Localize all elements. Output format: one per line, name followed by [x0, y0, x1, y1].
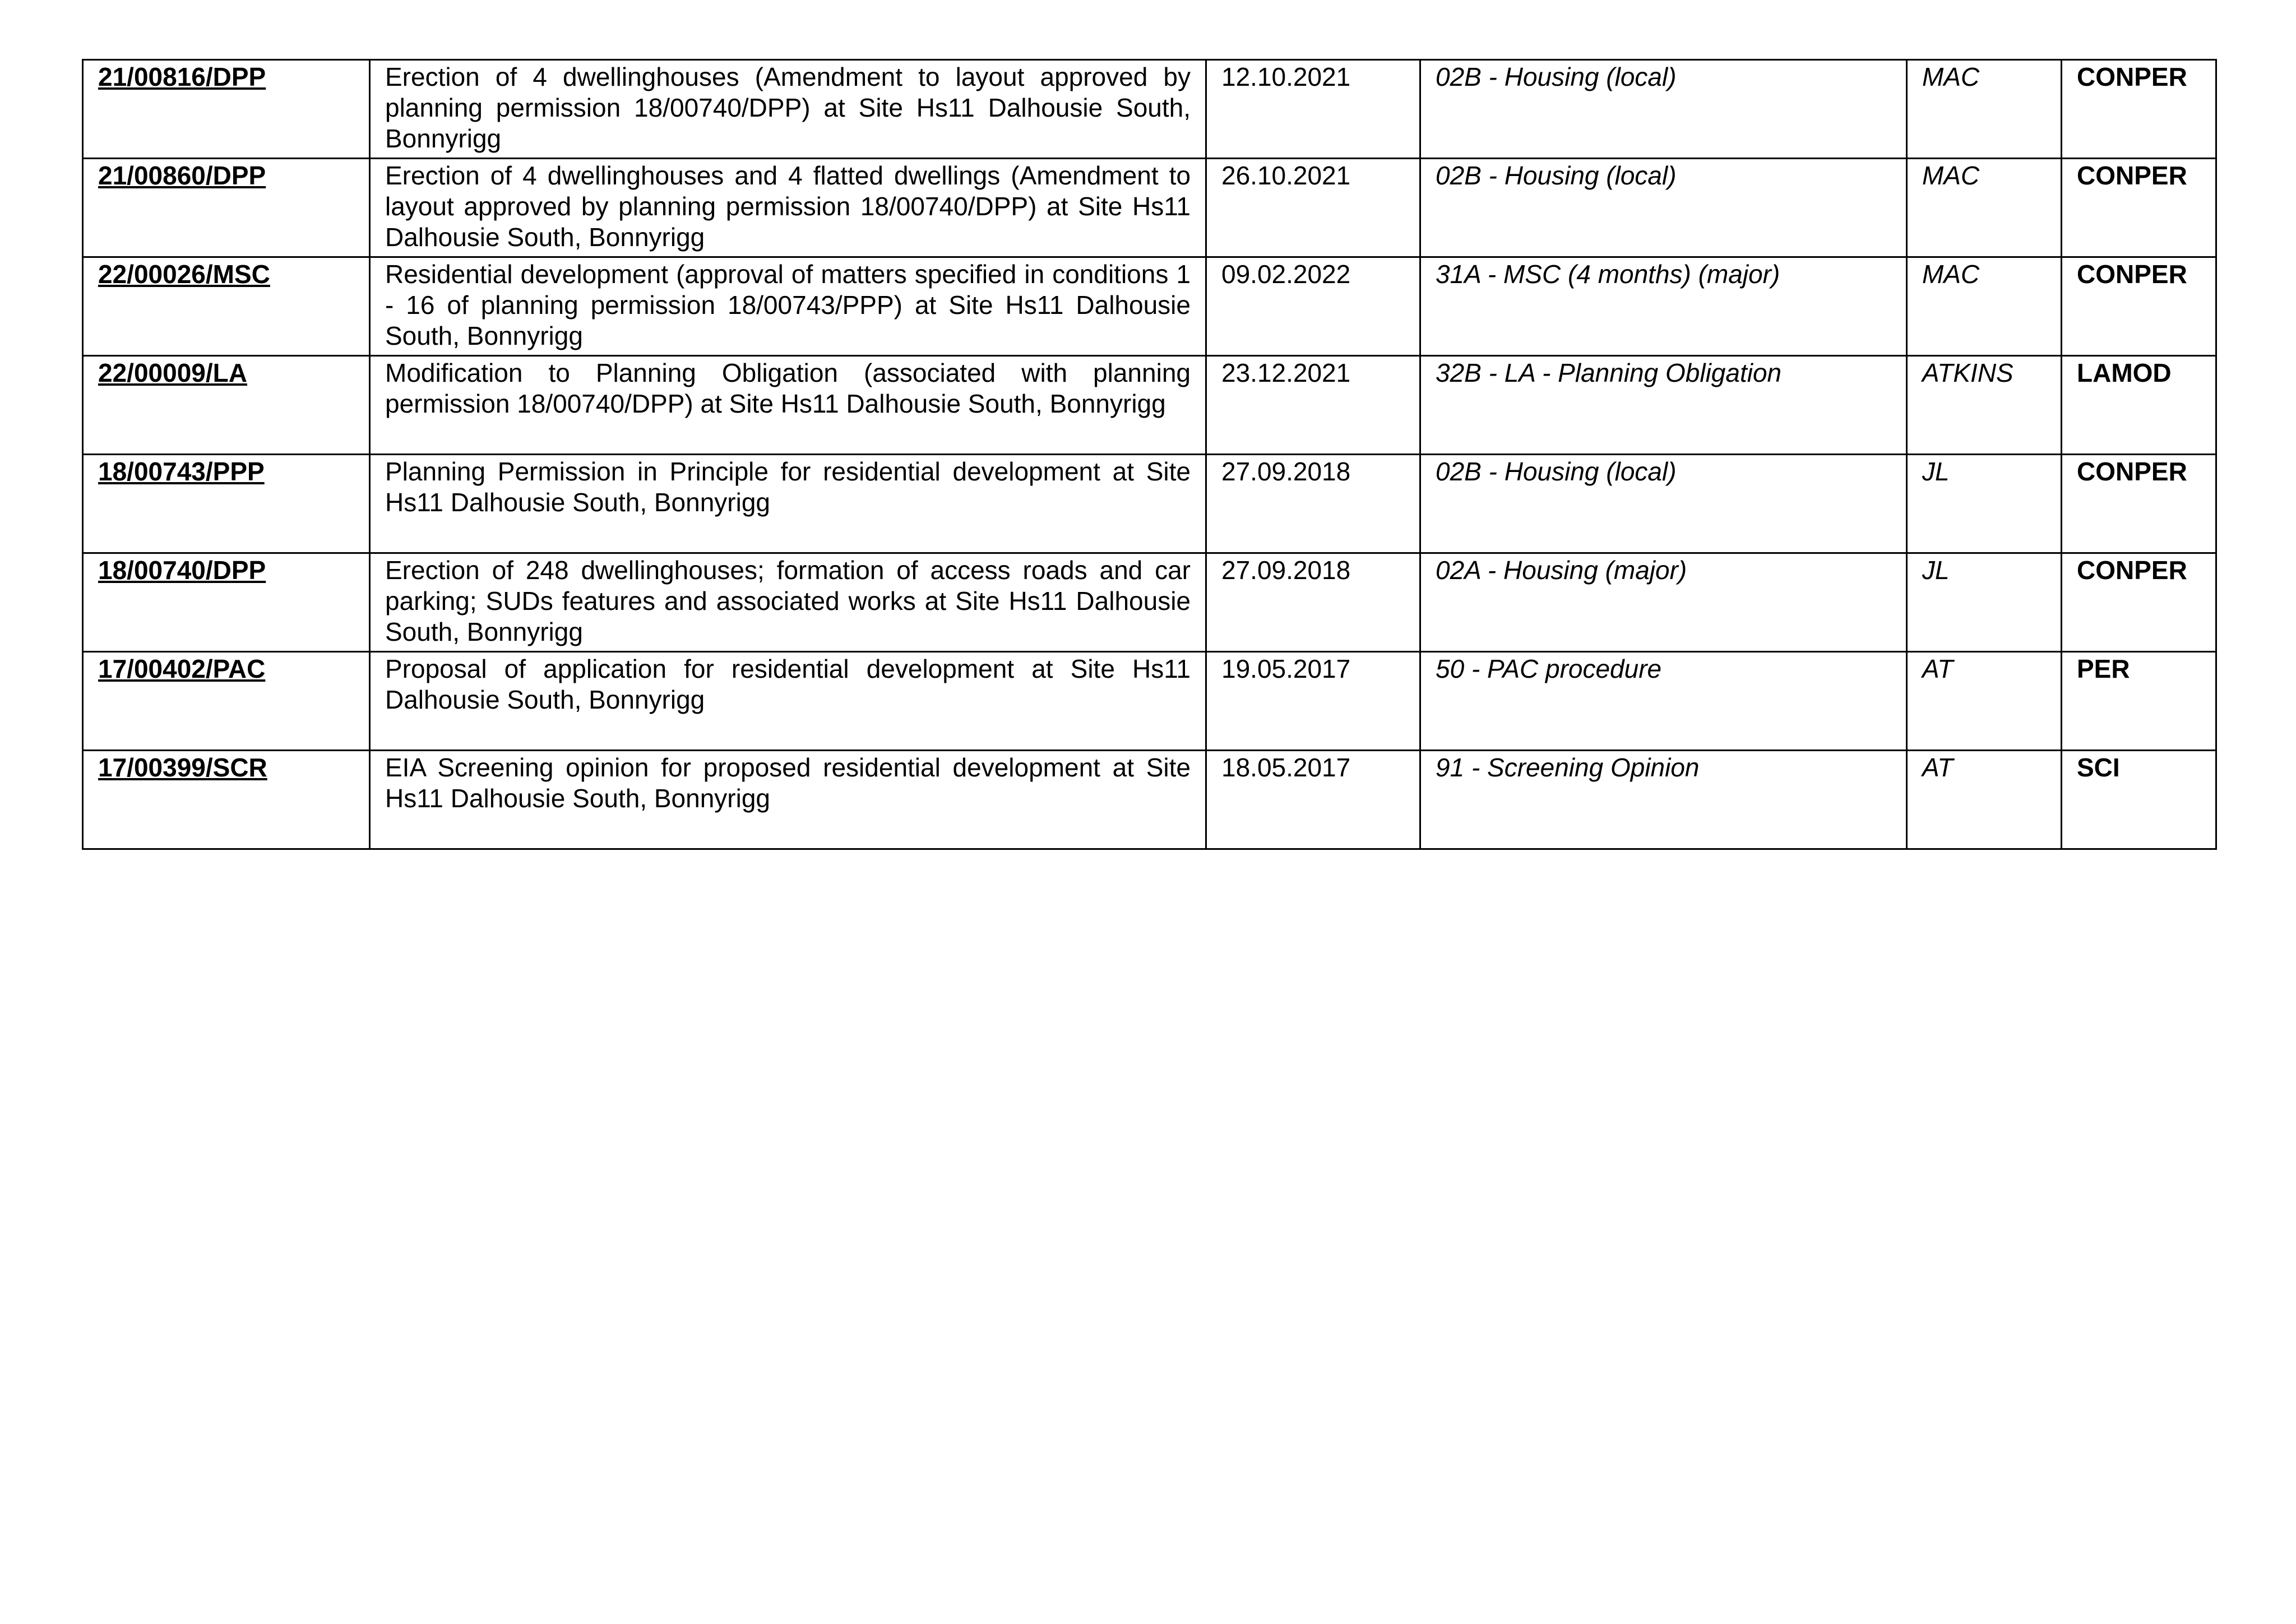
- application-reference-link[interactable]: 17/00402/PAC: [98, 654, 266, 683]
- date-cell: 27.09.2018: [1206, 455, 1420, 553]
- application-reference-link[interactable]: 22/00026/MSC: [98, 260, 270, 289]
- decision-cell: CONPER: [2062, 455, 2216, 553]
- application-type-cell: 31A - MSC (4 months) (major): [1420, 257, 1907, 356]
- reference-cell: [83, 257, 370, 356]
- reference-cell: [83, 553, 370, 652]
- decision-cell: SCI: [2062, 751, 2216, 849]
- reference-cell: [83, 652, 370, 751]
- table-row: [83, 553, 2216, 652]
- description-cell: Proposal of application for residential development at Site Hs11 Dalhousie South, Bonnyrigg: [370, 652, 1206, 751]
- reference-cell: [83, 751, 370, 849]
- reference-cell: [83, 60, 370, 159]
- decision-cell: LAMOD: [2062, 356, 2216, 455]
- application-reference-link[interactable]: 22/00009/LA: [98, 358, 247, 387]
- reference-cell: [83, 356, 370, 455]
- table-row: [83, 652, 2216, 751]
- application-type-cell: 32B - LA - Planning Obligation: [1420, 356, 1907, 455]
- table-body: [83, 60, 2216, 849]
- application-type-cell: 02B - Housing (local): [1420, 60, 1907, 159]
- description-cell: Modification to Planning Obligation (associated with planning permission 18/00740/DPP) at Site Hs11 Dalhousie South, Bonnyrigg: [370, 356, 1206, 455]
- table-row: [83, 751, 2216, 849]
- officer-cell: AT: [1907, 652, 2062, 751]
- description-cell: Erection of 4 dwellinghouses and 4 flatted dwellings (Amendment to layout approved by planning permission 18/00740/DPP) at Site Hs11 Dalhousie South, Bonnyrigg: [370, 159, 1206, 257]
- application-type-cell: 91 - Screening Opinion: [1420, 751, 1907, 849]
- decision-cell: CONPER: [2062, 553, 2216, 652]
- officer-cell: MAC: [1907, 159, 2062, 257]
- date-cell: 23.12.2021: [1206, 356, 1420, 455]
- description-cell: Erection of 248 dwellinghouses; formation of access roads and car parking; SUDs features and associated works at Site Hs11 Dalhousie South, Bonnyrigg: [370, 553, 1206, 652]
- application-type-cell: 02B - Housing (local): [1420, 455, 1907, 553]
- application-reference-link[interactable]: 21/00816/DPP: [98, 62, 266, 91]
- decision-cell: CONPER: [2062, 257, 2216, 356]
- application-type-cell: 50 - PAC procedure: [1420, 652, 1907, 751]
- description-cell: Erection of 4 dwellinghouses (Amendment to layout approved by planning permission 18/00740/DPP) at Site Hs11 Dalhousie South, Bonnyrigg: [370, 60, 1206, 159]
- table-row: [83, 356, 2216, 455]
- date-cell: 19.05.2017: [1206, 652, 1420, 751]
- officer-cell: ATKINS: [1907, 356, 2062, 455]
- table-row: [83, 257, 2216, 356]
- reference-cell: [83, 159, 370, 257]
- application-reference-link[interactable]: 21/00860/DPP: [98, 161, 266, 190]
- description-cell: Planning Permission in Principle for residential development at Site Hs11 Dalhousie South, Bonnyrigg: [370, 455, 1206, 553]
- application-type-cell: 02B - Housing (local): [1420, 159, 1907, 257]
- table-row: [83, 455, 2216, 553]
- officer-cell: AT: [1907, 751, 2062, 849]
- officer-cell: JL: [1907, 553, 2062, 652]
- description-cell: Residential development (approval of matters specified in conditions 1 - 16 of planning permission 18/00743/PPP) at Site Hs11 Dalhousie South, Bonnyrigg: [370, 257, 1206, 356]
- date-cell: 12.10.2021: [1206, 60, 1420, 159]
- officer-cell: JL: [1907, 455, 2062, 553]
- application-type-cell: 02A - Housing (major): [1420, 553, 1907, 652]
- table-row: [83, 60, 2216, 159]
- date-cell: 27.09.2018: [1206, 553, 1420, 652]
- officer-cell: MAC: [1907, 257, 2062, 356]
- application-reference-link[interactable]: 18/00740/DPP: [98, 556, 266, 585]
- table-row: [83, 159, 2216, 257]
- decision-cell: PER: [2062, 652, 2216, 751]
- date-cell: 18.05.2017: [1206, 751, 1420, 849]
- decision-cell: CONPER: [2062, 60, 2216, 159]
- application-reference-link[interactable]: 17/00399/SCR: [98, 753, 267, 782]
- officer-cell: MAC: [1907, 60, 2062, 159]
- reference-cell: [83, 455, 370, 553]
- decision-cell: CONPER: [2062, 159, 2216, 257]
- description-cell: EIA Screening opinion for proposed residential development at Site Hs11 Dalhousie South, Bonnyrigg: [370, 751, 1206, 849]
- date-cell: 26.10.2021: [1206, 159, 1420, 257]
- application-reference-link[interactable]: 18/00743/PPP: [98, 457, 265, 486]
- date-cell: 09.02.2022: [1206, 257, 1420, 356]
- planning-applications-table: [82, 59, 2217, 850]
